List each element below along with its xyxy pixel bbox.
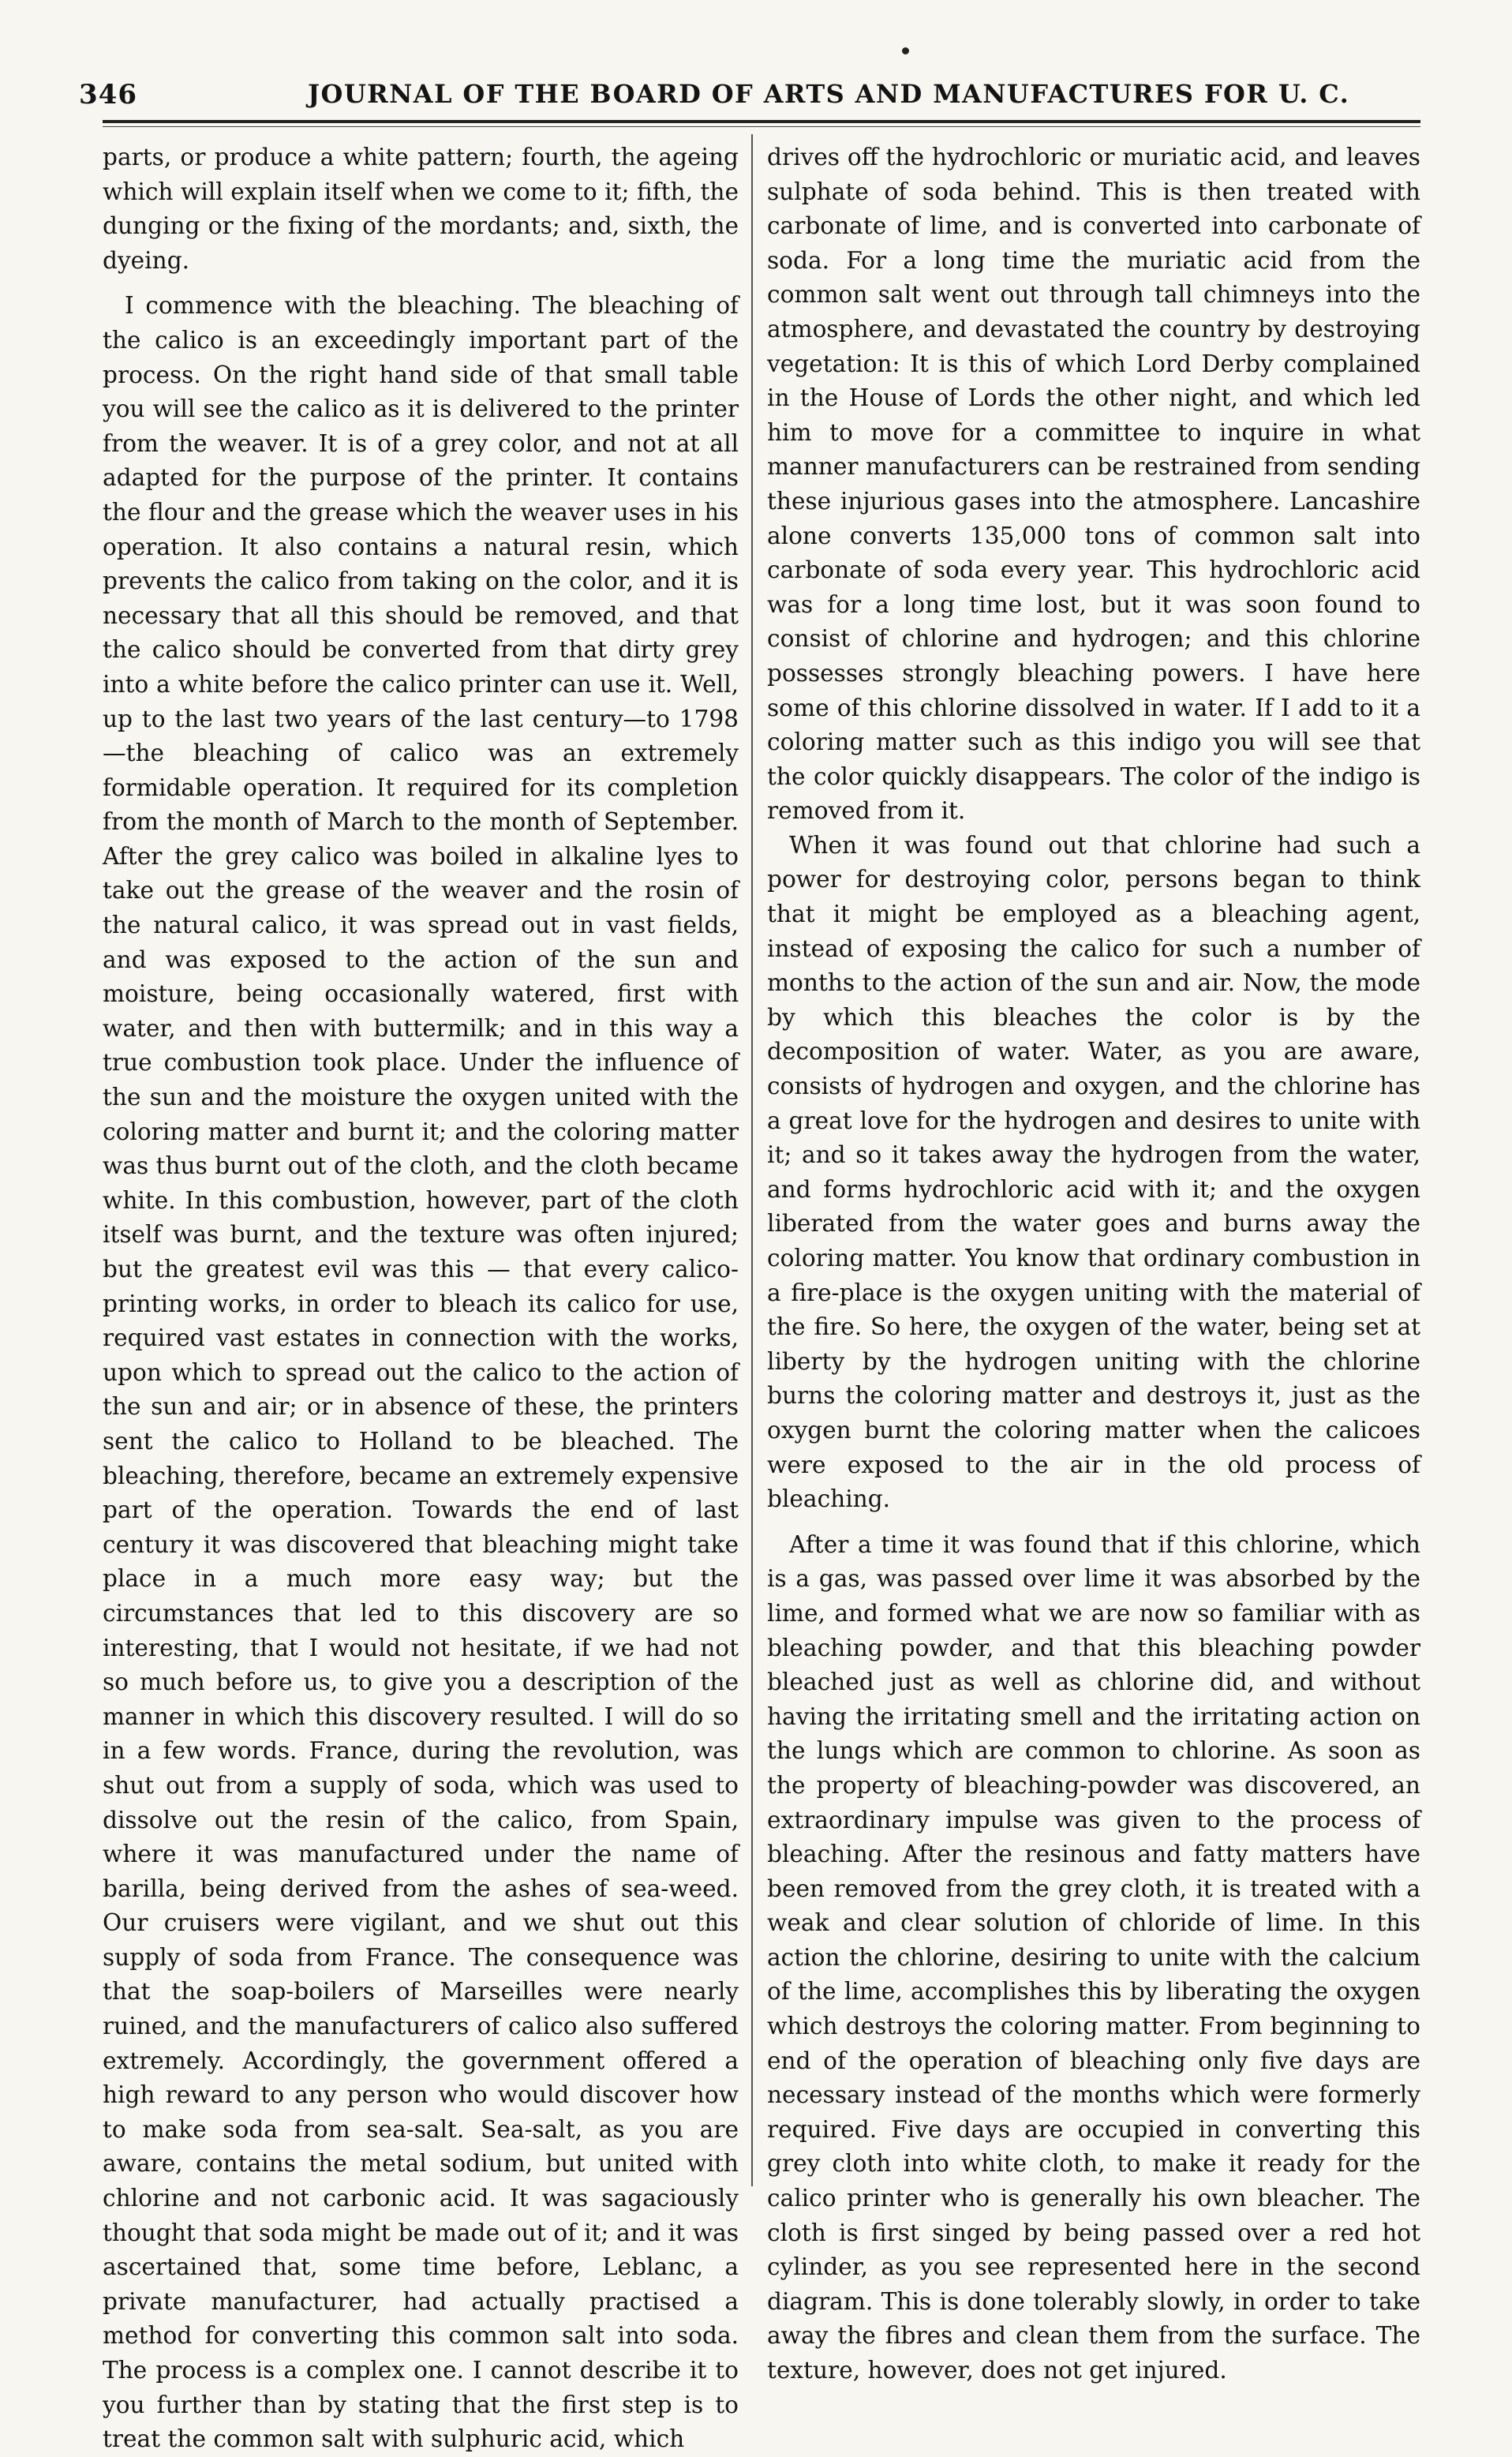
- paragraph: drives off the hydrochloric or muriatic acid, and leaves sulphate of soda behind. This is then treated with carbonate of lime, and is converted into carbonate of soda. For a long time the muriatic acid from the common salt went out through tall chimneys into the atmosphere, and devastated the country by destroying vegetation: It is this of which Lord Derby complained in the House of Lords the other night, and which led him to move for a committee to inquire in what manner manufacturers can be restrained from sending these injurious gases into the atmosphere. Lancashire alone converts 135,000 tons of common salt into carbonate of soda every year. This hydrochloric acid was for a long time lost, but it was soon found to consist of chlorine and hydrogen; and this chlorine possesses strongly bleaching powers. I have here some of this chlorine dissolved in water. If I add to it a coloring matter such as this indigo you will see that the color quickly disappears. The color of the indigo is removed from it.: [767, 144, 1420, 825]
- left-column: [103, 140, 739, 2457]
- paragraph: I commence with the bleaching. The bleaching of the calico is an exceedingly important part of the process. On the right hand side of that small table you will see the calico as it is delivered to the printer from the weaver. It is of a grey color, and not at all adapted for the purpose of the printer. It contains the flour and the grease which the weaver uses in his operation. It also contains a natural resin, which prevents the calico from taking on the color, and it is necessary that all this should be removed, and that the calico should be converted from that dirty grey into a white before the calico printer can use it. Well, up to the last two years of the last century—to 1798—the bleaching of calico was an extremely formidable operation. It required for its completion from the month of March to the month of September. After the grey calico was boiled in alkaline lyes to take out the grease of the weaver and the rosin of the natural calico, it was spread out in vast fields, and was exposed to the action of the sun and moisture, being occasionally watered, first with water, and then with buttermilk; and in this way a true combustion took place. Under the influence of the sun and the moisture the oxygen united with the coloring matter and burnt it; and the coloring matter was thus burnt out of the cloth, and the cloth became white. In this combustion, however, part of the cloth itself was burnt, and the texture was often injured; but the greatest evil was this — that every calico-printing works, in order to bleach its calico for use, required vast estates in connection with the works, upon which to spread out the calico to the action of the sun and air; or in absence of these, the printers sent the calico to Holland to be bleached. The bleaching, therefore, became an extremely expensive part of the operation. Towards the end of last century it was discovered that bleaching might take place in a much more easy way; but the circumstances that led to this discovery are so interesting, that I would not hesitate, if we had not so much before us, to give you a description of the manner in which this discovery resulted. I will do so in a few words. France, during the revolution, was shut out from a supply of soda, which was used to dissolve out the resin of the calico, from Spain, where it was manufactured under the name of barilla, being derived from the ashes of sea-weed. Our cruisers were vigilant, and we shut out this supply of soda from France. The consequence was that the soap-boilers of Marseilles were nearly ruined, and the manufacturers of calico also suffered extremely. Accordingly, the government offered a high reward to any person who would discover how to make soda from sea-salt. Sea-salt, as you are aware, contains the metal sodium, but united with chlorine and not carbonic acid. It was sagaciously thought that soda might be made out of it; and it was ascertained that, some time before, Leblanc, a private manufacturer, had actually practised a method for converting this common salt into soda. The process is a complex one. I cannot describe it to you further than by stating that the first step is to treat the common salt with sulphuric acid, which: [103, 292, 739, 2453]
- ink-speck: [902, 47, 909, 54]
- right-column: [767, 140, 1420, 2388]
- journal-title: JOURNAL OF THE BOARD OF ARTS AND MANUFACTURES FOR U. C.: [308, 79, 1350, 109]
- header-rule: [103, 120, 1420, 123]
- page-number: 346: [79, 79, 137, 110]
- paragraph: When it was found out that chlorine had such a power for destroying color, persons began to think that it might be employed as a bleaching agent, instead of exposing the calico for such a number of months to the action of the sun and air. Now, the mode by which this bleaches the color is by the decomposition of water. Water, as you are aware, consists of hydrogen and oxygen, and the chlorine has a great love for the hydrogen and desires to unite with it; and so it takes away the hydrogen from the water, and forms hydrochloric acid with it; and the oxygen liberated from the water goes and burns away the coloring matter. You know that ordinary combustion in a fire-place is the oxygen uniting with the material of the fire. So here, the oxygen of the water, being set at liberty by the hydrogen uniting with the chlorine burns the coloring matter and destroys it, just as the oxygen burnt the coloring matter when the calicoes were exposed to the air in the old process of bleaching.: [767, 831, 1420, 1513]
- running-head: [79, 76, 1420, 115]
- paragraph: parts, or produce a white pattern; fourth, the ageing which will explain itself when we come to it; fifth, the dunging or the fixing of the mordants; and, sixth, the dyeing.: [103, 144, 739, 274]
- paragraph: After a time it was found that if this chlorine, which is a gas, was passed over lime it was absorbed by the lime, and formed what we are now so familiar with as bleaching powder, and that this bleaching powder bleached just as well as chlorine did, and without having the irritating smell and the irritating action on the lungs which are common to chlorine. As soon as the property of bleaching-powder was discovered, an extraordinary impulse was given to the process of bleaching. After the resinous and fatty matters have been removed from the grey cloth, it is treated with a weak and clear solution of chloride of lime. In this action the chlorine, desiring to unite with the calcium of the lime, accomplishes this by liberating the oxygen which destroys the coloring matter. From beginning to end of the operation of bleaching only five days are necessary instead of the months which were formerly required. Five days are occupied in converting this grey cloth into white cloth, to make it ready for the calico printer who is generally his own bleacher. The cloth is first singed by being passed over a red hot cylinder, as you see represented here in the second diagram. This is done tolerably slowly, in order to take away the fibres and clean them from the surface. The texture, however, does not get injured.: [767, 1530, 1420, 2384]
- header-rule-thin: [103, 126, 1420, 127]
- column-divider: [751, 134, 753, 2186]
